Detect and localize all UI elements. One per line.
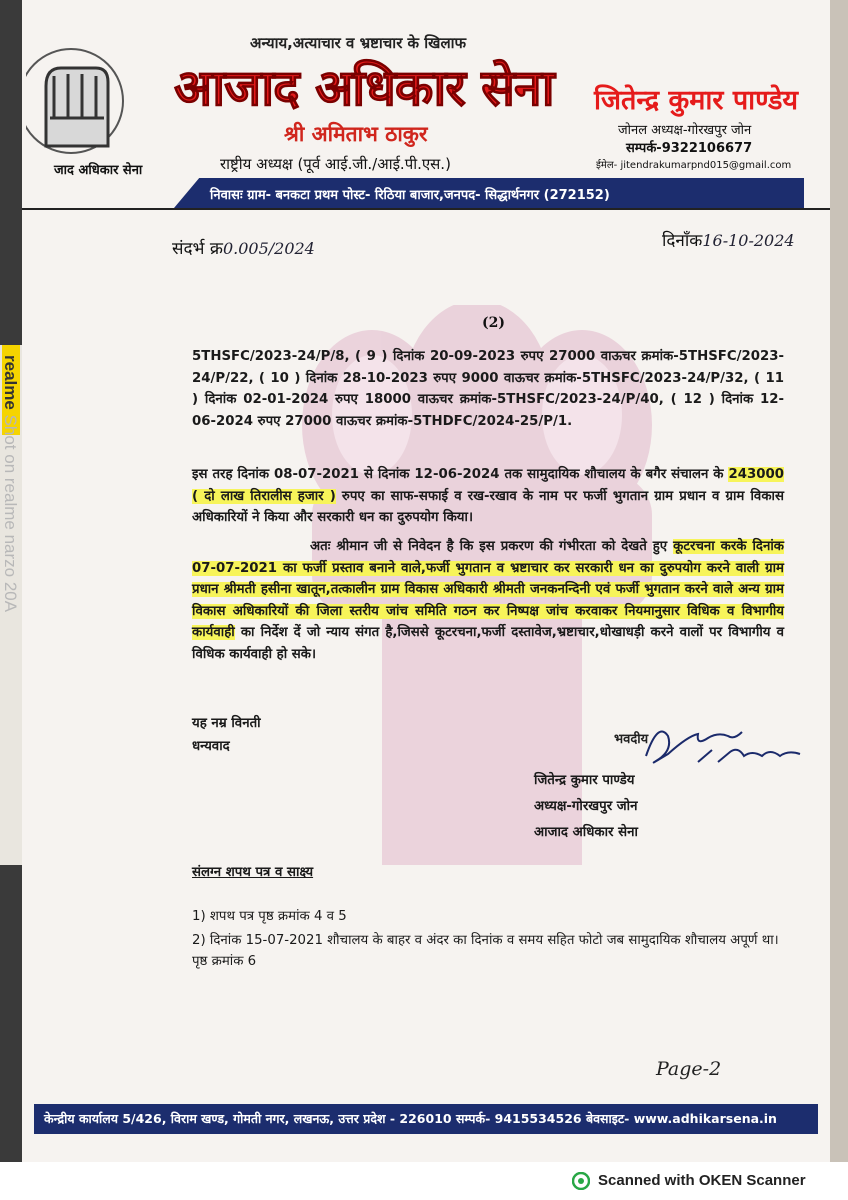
request-text-b: का निर्देश दें जो न्याय संगत है,जिससे कूटरचना,फर्जी दस्तावेज,भ्रष्टाचार,धोखाधड़ी करने वालों पर विभागीय व विधिक कार्यवाही हो सके। bbox=[192, 625, 784, 662]
camera-shot-text: Shot on realme narzo 20A bbox=[1, 414, 20, 613]
org-name: आजाद अधिकार सेना bbox=[174, 59, 554, 117]
zonal-email: ईमेल- jitendrakumarpnd015@gmail.com bbox=[596, 160, 792, 171]
header-divider bbox=[22, 208, 830, 210]
enclosures-heading: संलग्न शपथ पत्र व साक्ष्य bbox=[192, 865, 314, 880]
tagline: अन्याय,अत्याचार व भ्रष्टाचार के खिलाफ bbox=[250, 34, 467, 52]
scanner-logo-icon bbox=[572, 1172, 590, 1190]
ref-label: संदर्भ क्र bbox=[172, 239, 223, 259]
enclosure-item-1: 1) शपथ पत्र पृष्ठ क्रमांक 4 व 5 bbox=[192, 909, 347, 924]
request-text-a: अतः श्रीमान जी से निवेदन है कि इस प्रकरण की गंभीरता को देखते हुए bbox=[310, 539, 668, 554]
zonal-role: जोनल अध्यक्ष-गोरखपुर जोन bbox=[618, 123, 752, 138]
paragraph-vouchers: 5THSFC/2023-24/P/8, ( 9 ) दिनांक 20-09-2023 रुपए 27000 वाऊचर क्रमांक-5THSFC/2023-24/P/22, ( 10 ) दिनांक 28-10-2023 रुपए 9000 वाऊचर क्रमांक-5THSFC/2023-24/P/32, ( 11 ) दिनांक 02-01-2024 रुपए 18000 वाऊचर क्रमांक-5THSFC/2023-24/P/40, ( 12 ) दिनांक 12-06-2024 रुपए 27000 वाऊचर क्रमांक-5THDFC/2024-25/P/1. bbox=[192, 349, 784, 429]
zonal-name: जितेन्द्र कुमार पाण्डेय bbox=[594, 85, 799, 116]
date bbox=[662, 228, 795, 251]
enclosure-item-2: 2) दिनांक 15-07-2021 शौचालय के बाहर व अंदर का दिनांक व समय सहित फोटो जब सामुदायिक शौचालय अपूर्ण था। पृष्ठ क्रमांक 6 bbox=[192, 933, 779, 969]
footer-text: केन्द्रीय कार्यालय 5/426, विराम खण्ड, गोमती नगर, लखनऊ, उत्तर प्रदेश - 226010 सम्पर्क- 9415534526 बेवसाइट- www.adhikarsena.in bbox=[44, 1111, 777, 1126]
zonal-phone: सम्पर्क-9322106677 bbox=[626, 141, 753, 156]
date-label: दिनाँक bbox=[662, 231, 703, 251]
camera-watermark-text bbox=[0, 355, 20, 845]
signatory-role: अध्यक्ष-गोरखपुर जोन bbox=[534, 799, 638, 814]
summary-text-b: रुपए का साफ-सफाई व रख-रखाव के नाम पर फर्जी भुगतान ग्राम प्रधान व ग्राम विकास अधिकारियों ने किया और सरकारी धन का दुरुपयोग किया। bbox=[192, 488, 784, 525]
camera-brand: realme bbox=[1, 355, 20, 410]
handwritten-signature bbox=[638, 716, 808, 776]
signatory-org: आजाद अधिकार सेना bbox=[534, 825, 638, 840]
fist-logo-icon bbox=[26, 46, 166, 172]
scanner-badge bbox=[572, 1162, 848, 1200]
leader-name: श्री अमिताभ ठाकुर bbox=[284, 122, 428, 146]
residence-text: निवासः ग्राम- बनकटा प्रथम पोस्ट- रिठिया बाजार,जनपद- सिद्धार्थनगर (272152) bbox=[210, 188, 610, 203]
closing-thanks: धन्यवाद bbox=[192, 739, 230, 754]
camera-watermark bbox=[0, 345, 22, 865]
signature-prefix: भवदीय bbox=[614, 732, 649, 747]
summary-amount-highlight: 243000 ( दो लाख तिरालीस हजार ) bbox=[192, 467, 784, 504]
paragraph-request bbox=[192, 536, 784, 665]
signatory-name: जितेन्द्र कुमार पाण्डेय bbox=[534, 773, 635, 788]
leader-title: राष्ट्रीय अध्यक्ष (पूर्व आई.जी./आई.पी.एस.) bbox=[220, 155, 451, 173]
page-number: (2) bbox=[482, 315, 505, 331]
request-highlight: कूटरचना करके दिनांक 07-07-2021 का फर्जी प्रस्ताव बनाने वाले,फर्जी भुगतान व भ्रष्टाचार कर सरकारी धन का दुरुपयोग करने वाली ग्राम प्रधान श्रीमती हसीना खातून,तत्कालीन ग्राम विकास अधिकारी श्रीमती जनकनन्दिनी एवं फर्जी भुगतान करने वाले अन्य ग्राम विकास अधिकारियों की जिला स्तरीय जांच समिति गठन कर निष्पक्ष जांच करवाकर नियमानुसार विधिक व विभागीय कार्यवाही bbox=[192, 539, 784, 640]
date-value: 16-10-2024 bbox=[702, 231, 795, 250]
page-mark: Page-2 bbox=[656, 1058, 722, 1080]
scanner-text: Scanned with OKEN Scanner bbox=[598, 1172, 806, 1189]
letter-page bbox=[22, 0, 830, 1162]
logo-label: जाद अधिकार सेना bbox=[54, 163, 143, 178]
reference bbox=[172, 236, 315, 259]
paragraph-summary bbox=[192, 464, 784, 529]
scan-right-edge bbox=[830, 0, 848, 1162]
summary-text-a: इस तरह दिनांक 08-07-2021 से दिनांक 12-06-2024 तक सामुदायिक शौचालय के बगैर संचालन के bbox=[192, 467, 724, 482]
ref-value: 0.005/2024 bbox=[222, 239, 315, 258]
closing-request: यह नम्र विनती bbox=[192, 716, 261, 731]
